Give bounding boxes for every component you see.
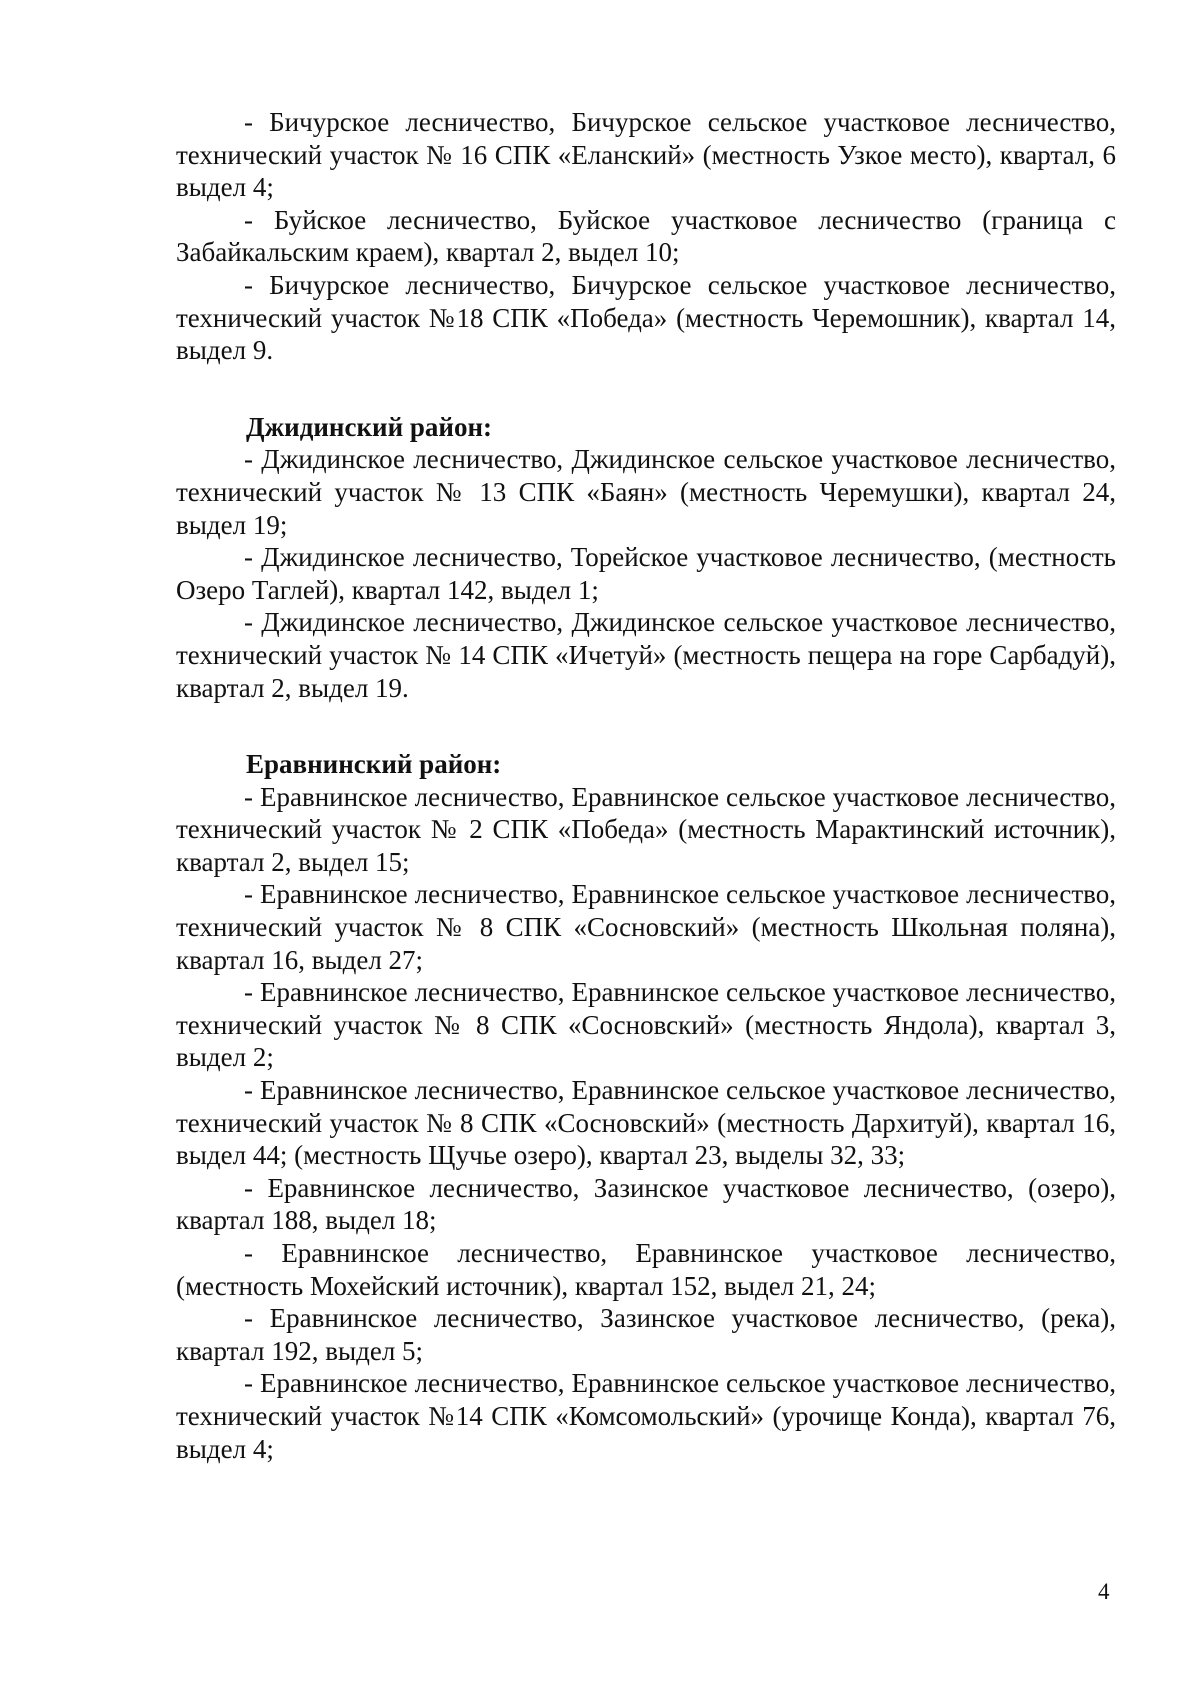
- section-bichura: [176, 106, 1116, 367]
- document-page: [176, 106, 1116, 1465]
- section-eravna: [176, 748, 1116, 1465]
- list-item: - Еравнинское лесничество, Зазинское участковое лесничество, (река), квартал 192, выдел 5;: [176, 1303, 1116, 1366]
- list-item: - Еравнинское лесничество, Еравнинское сельское участковое лесничество, технический участок № 8 СПК «Сосновский» (местность Яндола), квартал 3, выдел 2;: [176, 977, 1116, 1073]
- list-item: - Еравнинское лесничество, Еравнинское сельское участковое лесничество, технический участок № 8 СПК «Сосновский» (местность Дархитуй), квартал 16, выдел 44; (местность Щучье озеро), квартал 23, выделы 32, 33;: [176, 1075, 1116, 1171]
- section-gap: [176, 367, 1116, 411]
- list-item: - Буйское лесничество, Буйское участковое лесничество (граница с Забайкальским краем), квартал 2, выдел 10;: [176, 204, 1116, 268]
- list-item: - Бичурское лесничество, Бичурское сельское участковое лесничество, технический участок № 16 СПК «Еланский» (местность Узкое место), квартал, 6 выдел 4;: [176, 107, 1116, 203]
- list-item: - Джидинское лесничество, Джидинское сельское участковое лесничество, технический участок № 13 СПК «Баян» (местность Черемушки), квартал 24, выдел 19;: [176, 444, 1116, 540]
- section-gap: [176, 704, 1116, 748]
- list-item: - Джидинское лесничество, Джидинское сельское участковое лесничество, технический участок № 14 СПК «Ичетуй» (местность пещера на горе Сарбадуй), квартал 2, выдел 19.: [176, 607, 1116, 703]
- page-number: 4: [1098, 1579, 1110, 1604]
- list-item: - Еравнинское лесничество, Еравнинское сельское участковое лесничество, технический участок № 8 СПК «Сосновский» (местность Школьная поляна), квартал 16, выдел 27;: [176, 879, 1116, 975]
- list-item: - Еравнинское лесничество, Зазинское участковое лесничество, (озеро), квартал 188, выдел 18;: [176, 1172, 1116, 1236]
- section-heading: Джидинский район:: [246, 411, 493, 442]
- list-item: - Бичурское лесничество, Бичурское сельское участковое лесничество, технический участок №18 СПК «Победа» (местность Черемошник), квартал 14, выдел 9.: [176, 269, 1116, 366]
- list-item: - Еравнинское лесничество, Еравнинское участковое лесничество, (местность Мохейский источник), квартал 152, выдел 21, 24;: [176, 1238, 1116, 1301]
- list-item: - Джидинское лесничество, Торейское участковое лесничество, (местность Озеро Таглей), квартал 142, выдел 1;: [176, 542, 1116, 605]
- list-item: - Еравнинское лесничество, Еравнинское сельское участковое лесничество, технический участок № 2 СПК «Победа» (местность Марактинский источник), квартал 2, выдел 15;: [176, 781, 1116, 877]
- list-item: - Еравнинское лесничество, Еравнинское сельское участковое лесничество, технический участок №14 СПК «Комсомольский» (урочище Конда), квартал 76, выдел 4;: [176, 1368, 1116, 1464]
- section-heading: Еравнинский район:: [246, 749, 502, 780]
- section-dzhida: [176, 411, 1116, 704]
